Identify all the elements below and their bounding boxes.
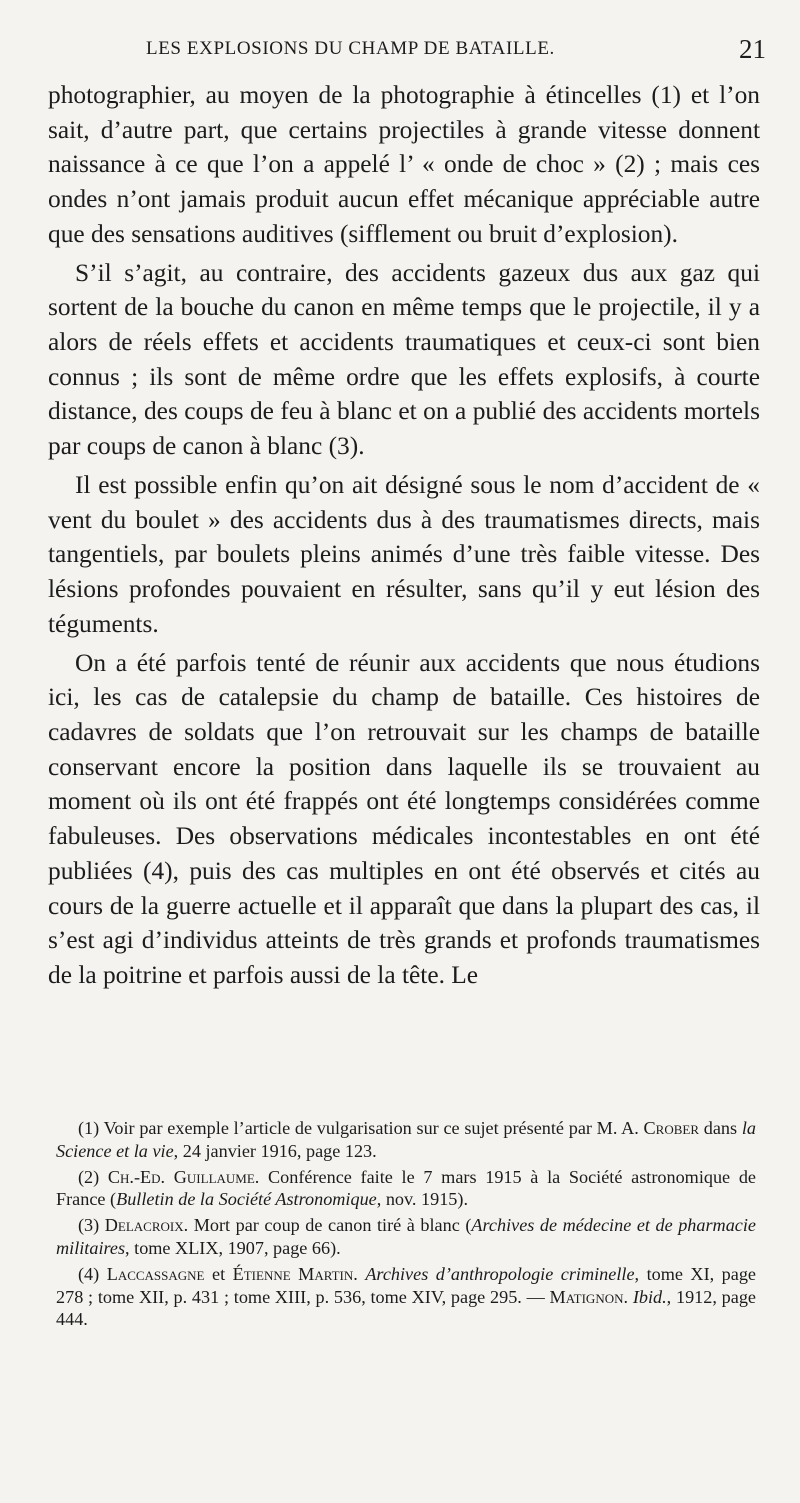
running-head (146, 34, 766, 64)
footnote-1: (1) Voir par exemple l’article de vulgarisation sur ce sujet présenté par M. A. Crober dans la Science et la vie, 24 janvier 1916, page 123. (56, 1118, 756, 1161)
footnote-2: (2) Ch.-Ed. Guillaume. Conférence faite le 7 mars 1915 à la Société astronomique de France (Bulletin de la Société Astronomique, nov. 1915). (56, 1166, 756, 1210)
paragraph-catalepsie: On a été parfois tenté de réunir aux accidents que nous étudions ici, les cas de catalepsie du champ de bataille. Ces histoires de cadavres de soldats que l’on retrouvait sur les champs de bataille conservant encore la position dans laquelle ils se trouvaient au moment où ils ont été frappés ont été longtemps considérées comme fabuleuses. Des observations médicales incontestables en ont été publiées (4), puis des cas multiples en ont été observés et cités au cours de la guerre actuelle et il apparaît que dans la plupart des cas, il s’est agi d’individus atteints de très grands et profonds traumatismes de la poitrine et parfois aussi de la tête. Le (48, 648, 760, 989)
running-title: LES EXPLOSIONS DU CHAMP DE BATAILLE. (146, 38, 555, 59)
footnotes (56, 1117, 756, 1334)
main-text (48, 78, 760, 993)
paragraph-vent-du-boulet: Il est possible enfin qu’on ait désigné sous le nom d’accident de « vent du boulet » des accidents dus à des traumatismes directs, mais tangentiels, par boulets pleins animés d’une très faible vitesse. Des lésions profondes pouvaient en résulter, sans qu’il y eut lésion des téguments. (48, 470, 760, 638)
footnote-3: (3) Delacroix. Mort par coup de canon tiré à blanc (Archives de médecine et de pharmacie militaires, tome XLIX, 1907, page 66). (56, 1215, 756, 1258)
paragraph-continued: photographier, au moyen de la photographie à étincelles (1) et l’on sait, d’autre part, que certains projectiles à grande vitesse donnent naissance à ce que l’on a appelé l’ « onde de choc » (2) ; mais ces ondes n’ont jamais produit aucun effet mécanique appréciable autre que des sensations auditives (sifflement ou bruit d’explosion). (48, 81, 760, 248)
page-number: 21 (739, 34, 766, 64)
paragraph-gas-accidents: S’il s’agit, au contraire, des accidents gazeux dus aux gaz qui sortent de la bouche du canon en même temps que le projectile, il y a alors de réels effets et accidents traumatiques et ceux-ci sont bien connus ; ils sont de même ordre que les effets explosifs, à courte distance, des coups de feu à blanc et on a publié des accidents mortels par coups de canon à blanc (3). (48, 258, 760, 461)
footnote-4: (4) Laccassagne et Étienne Martin. Archives d’anthropologie criminelle, tome XI, page 278 ; tome XII, p. 431 ; tome XIII, p. 536, tome XIV, page 295. — Matignon. Ibid., 1912, page 444. (56, 1263, 756, 1330)
